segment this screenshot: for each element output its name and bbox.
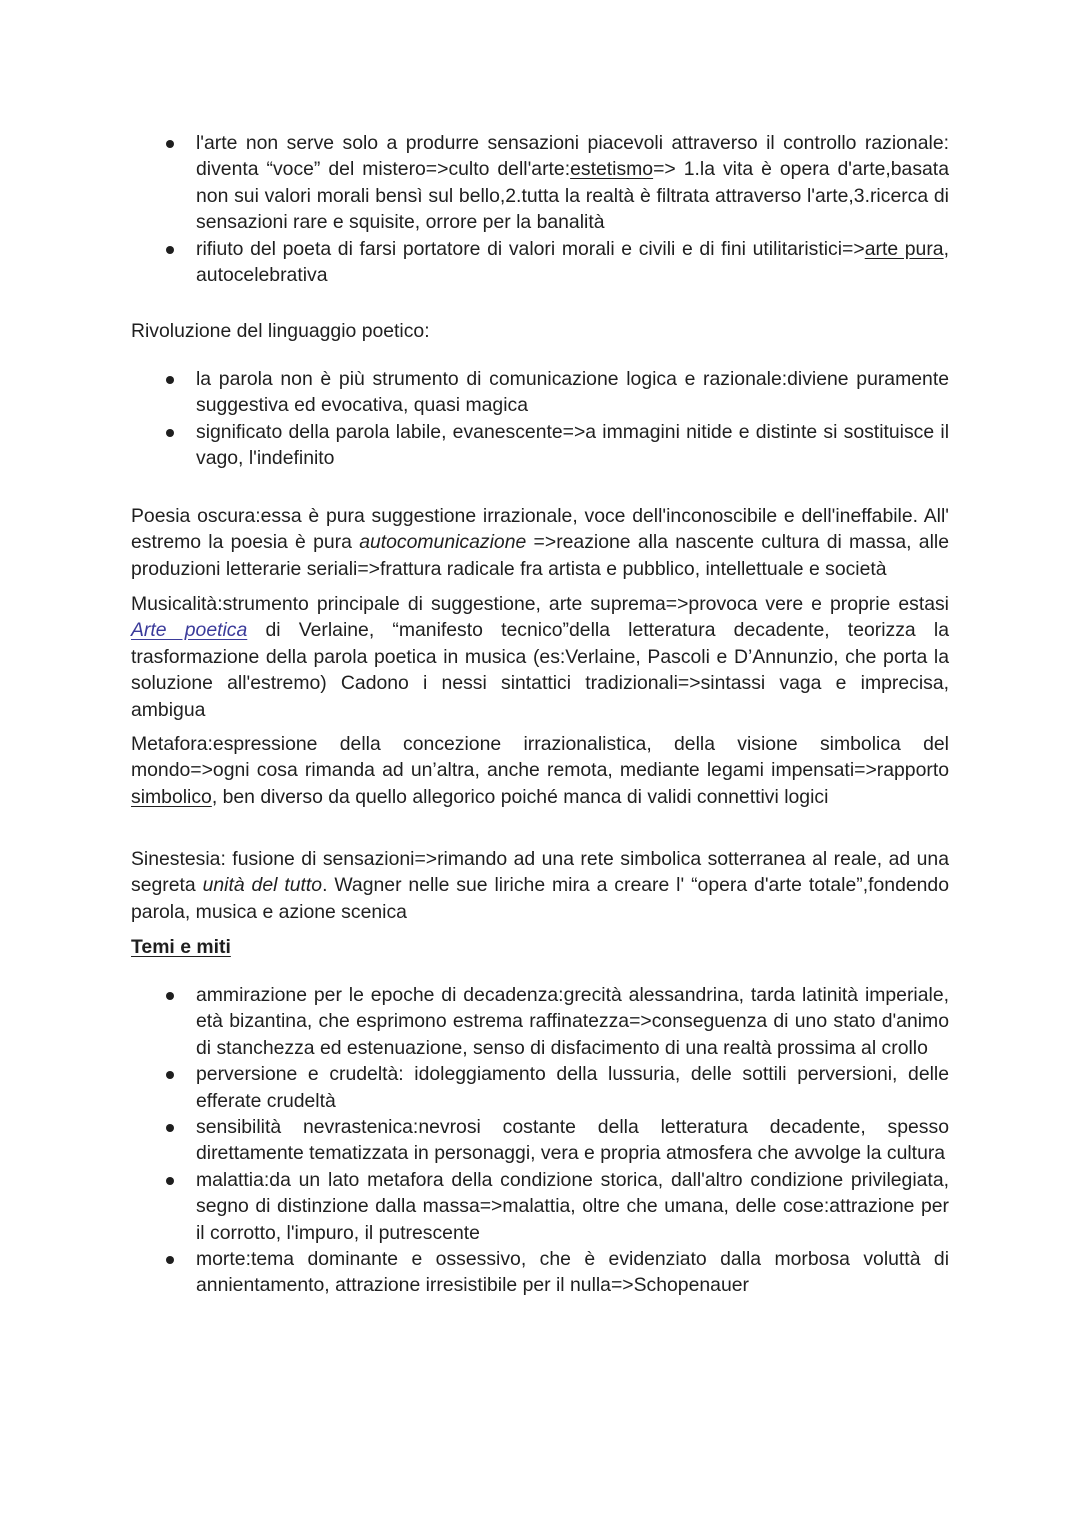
section-heading-rivoluzione: Rivoluzione del linguaggio poetico: [131, 320, 430, 342]
rivoluzione-bullet-list [131, 366, 949, 472]
underlined-term-estetismo: estetismo [570, 158, 654, 181]
link-arte-poetica[interactable]: Arte poetica [131, 619, 248, 642]
list-item: la parola non è più strumento di comunicazione logica e razionale:diviene puramente suggestiva ed evocativa, quasi magica [131, 366, 949, 419]
intro-bullet-list [131, 130, 949, 288]
paragraph-musicalita: Musicalità:strumento principale di suggestione, arte suprema=>provoca vere e proprie estasi Arte poetica di Verlaine, “manifesto tecnico”della letteratura decadente, teorizza la trasformazione della parola poetica in musica (es:Verlaine, Pascoli e D’Annunzio, che porta la soluzione all'estremo) Cadono i nessi sintattici tradizionali=>sintassi vaga e imprecisa, ambigua [131, 593, 949, 721]
paragraph-poesia-oscura: Poesia oscura:essa è pura suggestione irrazionale, voce dell'inconoscibile e dell'ineffabile. All' estremo la poesia è pura autocomunicazione =>reazione alla nascente cultura di massa, alle produzioni letterarie seriali=>frattura radicale fra artista e pubblico, intellettuale e società [131, 505, 949, 580]
paragraph-sinestesia: Sinestesia: fusione di sensazioni=>rimando ad una rete simbolica sotterranea al reale, ad una segreta unità del tutto. Wagner nelle sue liriche mira a creare l' “opera d'arte totale”,fondendo parola, musica e azione scenica [131, 848, 949, 923]
bullet-estetismo: l'arte non serve solo a produrre sensazioni piacevoli attraverso il controllo razionale: diventa “voce” del mistero=>culto dell'arte:estetismo=> 1.la vita è opera d'arte,basata non sui valori morali bensì sul bello,2.tutta la realtà è filtrata attraverso l'arte,3.ricerca di sensazioni rare e squisite, orrore per la banalità [131, 130, 949, 236]
temi-bullet-list [131, 982, 949, 1299]
section-heading-temi-e-miti: Temi e miti [131, 936, 231, 958]
list-item: sensibilità nevrastenica:nevrosi costante della letteratura decadente, spesso direttamente tematizzata in personaggi, vera e propria atmosfera che avvolge la cultura [131, 1114, 949, 1167]
italic-term-autocomunicazione: autocomunicazione [359, 531, 527, 554]
list-item: perversione e crudeltà: idoleggiamento della lussuria, delle sottili perversioni, delle efferate crudeltà [131, 1061, 949, 1114]
bullet-arte-pura: rifiuto del poeta di farsi portatore di valori morali e civili e di fini utilitaristici=>arte pura, autocelebrativa [131, 236, 949, 289]
list-item: morte:tema dominante e ossessivo, che è evidenziato dalla morbosa voluttà di annientamento, attrazione irresistibile per il nulla=>Schopenauer [131, 1246, 949, 1299]
paragraph-metafora: Metafora:espressione della concezione irrazionalistica, della visione simbolica del mondo=>ogni cosa rimanda ad un’altra, anche remota, mediante legami impensati=>rapporto simbolico, ben diverso da quello allegorico poiché manca di validi connettivi logici [131, 733, 949, 808]
list-item: ammirazione per le epoche di decadenza:grecità alessandrina, tarda latinità imperiale, età bizantina, che esprimono estrema raffinatezza=>conseguenza di uno stato d'animo di stanchezza ed estenuazione, senso di disfacimento di una realtà prossima al crollo [131, 982, 949, 1061]
underlined-term-arte-pura: arte pura [864, 237, 944, 260]
list-item: significato della parola labile, evanescente=>a immagini nitide e distinte si sostituisce il vago, l'indefinito [131, 419, 949, 472]
list-item: malattia:da un lato metafora della condizione storica, dall'altro condizione privilegiata, segno di distinzione dalla massa=>malattia, oltre che umana, delle cose:attrazione per il corrotto, l'impuro, il putrescente [131, 1167, 949, 1246]
underlined-term-simbolico: simbolico [131, 785, 212, 808]
italic-term-unita-del-tutto: unità del tutto [202, 874, 323, 897]
